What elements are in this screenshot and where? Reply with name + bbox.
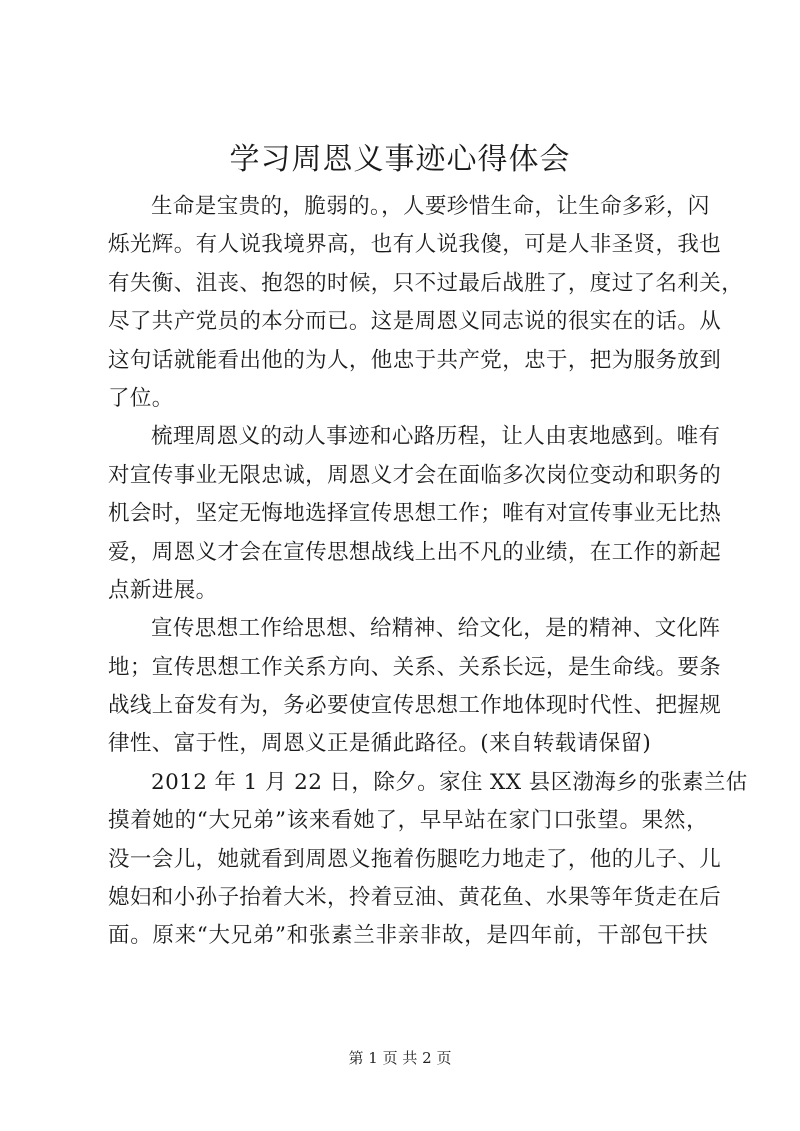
text-line: 媳妇和小孙子抬着大米，拎着豆油、黄花鱼、水果等年货走在后 [108,885,722,911]
text-line: 机会时，坚定无悔地选择宣传思想工作；唯有对宣传事业无比热 [108,501,722,527]
text-line: 地；宣传思想工作关系方向、关系、关系长远，是生命线。要条 [108,654,722,680]
text-line: 爱，周恩义才会在宣传思想战线上出不凡的业绩，在工作的新起 [108,539,722,565]
document-body [108,188,748,956]
text-line: 律性、富于性，周恩义正是循此路径。(来自转载请保留) [108,731,652,757]
text-line: 烁光辉。有人说我境界高，也有人说我傻，可是人非圣贤，我也 [108,232,722,258]
text-line: 2012 年 1 月 22 日，除夕。家住 XX 县区渤海乡的张素兰估 [151,769,748,795]
text-line: 没一会儿，她就看到周恩义拖着伤腿吃力地走了，他的儿子、儿 [108,846,722,872]
text-line: 梳理周恩义的动人事迹和心路历程，让人由衷地感到。唯有 [151,424,721,450]
text-line: 宣传思想工作给思想、给精神、给文化，是的精神、文化阵 [151,616,721,642]
text-line: 尽了共产党员的本分而已。这是周恩义同志说的很实在的话。从 [108,309,722,335]
text-line: 面。原来“大兄弟”和张素兰非亲非故，是四年前，干部包干扶 [108,923,708,949]
text-line: 有失衡、沮丧、抱怨的时候，只不过最后战胜了，度过了名利关， [108,270,744,296]
text-line: 摸着她的“大兄弟”该来看她了，早早站在家门口张望。果然， [108,808,708,834]
text-line: 了位。 [108,385,174,411]
text-line: 点新进展。 [108,577,218,603]
text-line: 这句话就能看出他的为人，他忠于共产党，忠于，把为服务放到 [108,347,722,373]
document-title: 学习周恩义事迹心得体会 [229,142,571,177]
text-line: 生命是宝贵的，脆弱的。，人要珍惜生命，让生命多彩，闪 [151,194,710,219]
page-footer: 第 1 页 共 2 页 [348,1049,452,1067]
text-line: 对宣传事业无限忠诚，周恩义才会在面临多次岗位变动和职务的 [108,462,722,488]
text-line: 战线上奋发有为，务必要使宣传思想工作地体现时代性、把握规 [108,693,722,719]
